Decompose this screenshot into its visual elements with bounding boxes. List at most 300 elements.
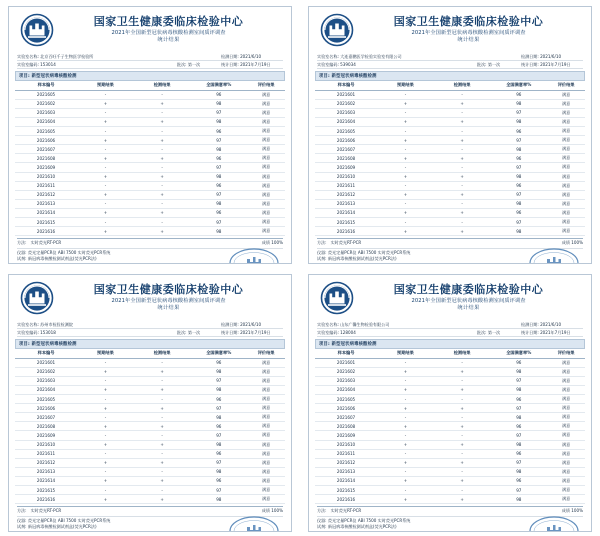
cell-rate: 98: [190, 145, 247, 154]
instrument-value: 荧光定量PCR仪 ABI 7500 实时荧光PCR系统: [27, 517, 111, 523]
method-label: 方法:: [17, 508, 27, 514]
cell-sample-id: 2021606: [15, 136, 77, 145]
cell-sample-id: 2021613: [15, 199, 77, 208]
table-row: [15, 181, 285, 190]
table-row: [315, 172, 585, 181]
cell-eval: 满意: [547, 199, 585, 208]
cell-sample-id: 2021615: [15, 485, 77, 494]
cell-expected: +: [77, 99, 134, 108]
cell-eval: 满意: [247, 90, 285, 99]
cell-rate: 98: [490, 467, 547, 476]
table-row: [315, 217, 585, 226]
table-row: [15, 431, 285, 440]
cell-eval: 满意: [247, 431, 285, 440]
cell-sample-id: 2021614: [315, 208, 377, 217]
cell-eval: 满意: [547, 227, 585, 236]
cell-rate: 98: [190, 99, 247, 108]
cell-expected: -: [77, 467, 134, 476]
official-stamp-area: [521, 250, 583, 264]
col-rate: 全国满意率%: [190, 349, 247, 358]
col-eval: 评价结果: [247, 81, 285, 90]
lab-code-field: [317, 330, 477, 336]
cell-eval: 满意: [247, 367, 285, 376]
certificate-cell-1: [0, 0, 300, 268]
cell-result: +: [434, 422, 491, 431]
instrument-label: 仪器:: [317, 517, 327, 523]
cell-expected: +: [77, 367, 134, 376]
org-title: 国家卫生健康委临床检验中心: [393, 283, 544, 297]
cell-result: +: [134, 190, 191, 199]
cell-sample-id: 2021608: [15, 422, 77, 431]
cell-expected: +: [77, 190, 134, 199]
cell-result: +: [434, 367, 491, 376]
cell-expected: -: [377, 395, 434, 404]
lab-code-value: 153018: [40, 329, 56, 335]
table-row: [15, 440, 285, 449]
cell-eval: 满意: [547, 136, 585, 145]
cell-result: -: [434, 485, 491, 494]
cell-expected: -: [377, 467, 434, 476]
cell-result: +: [134, 367, 191, 376]
cell-expected: -: [377, 358, 434, 367]
reagent-label: 试剂:: [17, 256, 27, 262]
lab-code-field: [317, 62, 477, 68]
cell-rate: 96: [490, 127, 547, 136]
cell-rate: 96: [490, 449, 547, 458]
cell-eval: 满意: [247, 117, 285, 126]
cell-sample-id: 2021605: [15, 127, 77, 136]
cell-eval: 满意: [547, 172, 585, 181]
cell-expected: -: [77, 395, 134, 404]
table-row: [15, 404, 285, 413]
results-table-body: [315, 90, 585, 236]
lab-info-row-2: [17, 329, 283, 337]
test-date-value: 2021/6/10: [540, 321, 562, 327]
cell-expected: +: [77, 385, 134, 394]
cell-expected: -: [77, 217, 134, 226]
table-row: [15, 145, 285, 154]
cell-sample-id: 2021605: [315, 127, 377, 136]
lab-info-row-2: [317, 61, 583, 69]
cell-rate: 96: [190, 358, 247, 367]
stat-date-field: [221, 330, 283, 336]
score-label: 成绩: [261, 508, 270, 514]
round-field: [477, 330, 521, 336]
lab-code-label: 实验室编码:: [317, 61, 339, 67]
lab-name-field: [317, 322, 521, 328]
official-stamp-icon: [527, 514, 581, 532]
table-row: [315, 422, 585, 431]
certificate-footer: [15, 506, 285, 532]
table-row: [15, 495, 285, 504]
instrument-value: 荧光定量PCR仪 ABI 7500 实时荧光PCR系统: [327, 517, 411, 523]
cell-sample-id: 2021616: [315, 227, 377, 236]
cell-result: -: [134, 108, 191, 117]
cell-sample-id: 2021616: [315, 495, 377, 504]
cell-eval: 满意: [247, 227, 285, 236]
cell-rate: 96: [190, 422, 247, 431]
cell-rate: 96: [490, 395, 547, 404]
cell-result: +: [134, 440, 191, 449]
test-date-label: 检测日期:: [221, 53, 239, 59]
cell-result: +: [134, 154, 191, 163]
cell-eval: 满意: [547, 431, 585, 440]
reagent-label: 试剂:: [17, 524, 27, 530]
table-row: [15, 136, 285, 145]
cell-result: -: [134, 431, 191, 440]
lab-code-label: 实验室编码:: [317, 329, 339, 335]
test-date-value: 2021/6/10: [240, 53, 262, 59]
cell-expected: -: [77, 108, 134, 117]
cell-result: +: [434, 476, 491, 485]
certificate-cell-3: [0, 268, 300, 536]
cell-eval: 满意: [247, 449, 285, 458]
round-label: 批次:: [477, 61, 487, 67]
cell-eval: 满意: [247, 199, 285, 208]
reagent-row: [317, 256, 521, 263]
cell-result: -: [434, 181, 491, 190]
cell-sample-id: 2021601: [315, 90, 377, 99]
cell-expected: +: [377, 208, 434, 217]
cell-expected: +: [77, 440, 134, 449]
cell-sample-id: 2021614: [15, 476, 77, 485]
cell-result: +: [134, 422, 191, 431]
cell-sample-id: 2021604: [315, 117, 377, 126]
cell-eval: 满意: [547, 458, 585, 467]
lab-code-field: [17, 62, 177, 68]
cell-rate: 98: [490, 117, 547, 126]
cell-sample-id: 2021605: [15, 90, 77, 99]
certificate-cell-2: [300, 0, 600, 268]
col-rate: 全国满意率%: [490, 81, 547, 90]
cell-sample-id: 2021606: [15, 404, 77, 413]
score-label: 成绩: [261, 240, 270, 246]
cell-result: +: [134, 495, 191, 504]
cell-sample-id: 2021614: [15, 208, 77, 217]
cell-expected: -: [377, 485, 434, 494]
cell-sample-id: 2021615: [315, 217, 377, 226]
cell-eval: 满意: [547, 476, 585, 485]
col-expected: 预期结果: [377, 81, 434, 90]
cell-eval: 满意: [547, 440, 585, 449]
table-row: [15, 458, 285, 467]
project-section-bar: 项目: 新型冠状病毒核酸检测: [15, 71, 285, 81]
cell-sample-id: 2021616: [15, 227, 77, 236]
results-table-head: [315, 81, 585, 90]
cell-expected: +: [77, 404, 134, 413]
test-date-label: 检测日期:: [521, 321, 539, 327]
col-result: 检测结果: [134, 81, 191, 90]
round-field: [477, 62, 521, 68]
stat-date-field: [221, 62, 283, 68]
reagent-value: 新冠病毒核酸检测试剂盒(荧光PCR法): [27, 524, 97, 530]
score-value: 100%: [271, 508, 283, 514]
cell-expected: +: [77, 208, 134, 217]
results-table-head: [15, 81, 285, 90]
col-rate: 全国满意率%: [490, 349, 547, 358]
table-row: [15, 117, 285, 126]
table-row: [15, 108, 285, 117]
table-row: [15, 163, 285, 172]
certificate-cert-4: [308, 274, 592, 532]
cell-expected: +: [77, 136, 134, 145]
col-expected: 预期结果: [77, 349, 134, 358]
cell-rate: 96: [490, 181, 547, 190]
cell-rate: 96: [490, 476, 547, 485]
cell-eval: 满意: [247, 376, 285, 385]
cell-expected: -: [377, 163, 434, 172]
stat-date-field: [521, 330, 583, 336]
cell-eval: 满意: [547, 154, 585, 163]
cell-rate: 98: [190, 199, 247, 208]
cell-eval: 满意: [247, 476, 285, 485]
stat-date-label: 统计日期:: [521, 329, 539, 335]
table-row: [315, 145, 585, 154]
col-eval: 评价结果: [247, 349, 285, 358]
cell-result: -: [134, 163, 191, 172]
cell-result: -: [434, 413, 491, 422]
stat-date-value: 2021年7月19日: [540, 61, 571, 67]
header-text-block: [60, 16, 283, 44]
table-row: [15, 476, 285, 485]
results-table: [315, 349, 585, 504]
cell-sample-id: 2021607: [315, 145, 377, 154]
cell-expected: -: [77, 127, 134, 136]
cell-result: +: [434, 227, 491, 236]
cell-sample-id: 2021613: [15, 467, 77, 476]
cell-rate: 97: [190, 458, 247, 467]
cell-expected: +: [377, 458, 434, 467]
table-row: [315, 467, 585, 476]
official-stamp-area: [221, 250, 283, 264]
cell-sample-id: 2021613: [315, 199, 377, 208]
cell-rate: 97: [190, 136, 247, 145]
cell-rate: 97: [490, 485, 547, 494]
cell-rate: 98: [490, 413, 547, 422]
cell-sample-id: 2021612: [315, 458, 377, 467]
cell-sample-id: 2021613: [315, 467, 377, 476]
cell-rate: 98: [190, 440, 247, 449]
col-sample-id: 样本编号: [15, 349, 77, 358]
results-table-body: [315, 358, 585, 504]
cell-result: +: [134, 99, 191, 108]
table-row: [15, 413, 285, 422]
cell-result: +: [434, 136, 491, 145]
cell-expected: -: [377, 217, 434, 226]
cell-result: +: [434, 458, 491, 467]
cell-sample-id: 2021615: [15, 217, 77, 226]
cell-eval: 满意: [547, 485, 585, 494]
cell-result: +: [434, 172, 491, 181]
official-stamp-icon: [227, 246, 281, 264]
cell-sample-id: 2021610: [15, 440, 77, 449]
method-value: 实时荧光RT-PCR: [30, 508, 62, 514]
cell-expected: -: [77, 449, 134, 458]
official-stamp-icon: [227, 514, 281, 532]
survey-subtitle-line2: 统计结果: [457, 36, 480, 43]
cell-expected: +: [77, 154, 134, 163]
cell-rate: 97: [490, 217, 547, 226]
test-date-value: 2021/6/10: [240, 321, 262, 327]
survey-subtitle-line2: 统计结果: [457, 304, 480, 311]
footer-note-block: [17, 248, 283, 264]
table-row: [315, 495, 585, 504]
cell-sample-id: 2021611: [15, 181, 77, 190]
cell-result: -: [434, 467, 491, 476]
cell-rate: 96: [490, 154, 547, 163]
reagent-value: 新冠病毒核酸检测试剂盒(荧光PCR法): [27, 256, 97, 262]
cell-sample-id: 2021611: [15, 449, 77, 458]
cell-eval: 满意: [547, 467, 585, 476]
results-table-body: [15, 90, 285, 236]
cell-expected: +: [377, 440, 434, 449]
cell-expected: -: [77, 90, 134, 99]
results-header-row: [15, 349, 285, 358]
table-row: [315, 431, 585, 440]
test-date-field: [521, 322, 583, 328]
instrument-value: 荧光定量PCR仪 ABI 7500 实时荧光PCR系统: [327, 249, 411, 255]
cell-eval: 满意: [247, 395, 285, 404]
cell-sample-id: 2021609: [15, 163, 77, 172]
cell-sample-id: 2021602: [315, 99, 377, 108]
results-header-row: [315, 81, 585, 90]
cell-rate: 98: [190, 367, 247, 376]
cell-rate: 98: [490, 385, 547, 394]
footer-note-lines: [17, 518, 221, 532]
cell-expected: +: [377, 227, 434, 236]
results-table-body: [15, 358, 285, 504]
lab-info-block: [315, 53, 585, 69]
table-row: [15, 449, 285, 458]
lab-name-label: 实验室名称:: [317, 321, 339, 327]
lab-name-value: 北京百旺千子生物医学检验所: [40, 53, 94, 59]
cell-rate: 97: [190, 485, 247, 494]
score-value: 100%: [571, 240, 583, 246]
cell-expected: -: [377, 108, 434, 117]
results-table-head: [15, 349, 285, 358]
reagent-value: 新冠病毒核酸检测试剂盒(荧光PCR法): [327, 256, 397, 262]
stat-date-value: 2021年7月19日: [540, 329, 571, 335]
test-date-label: 检测日期:: [521, 53, 539, 59]
table-row: [15, 385, 285, 394]
table-row: [315, 376, 585, 385]
cell-rate: 96: [490, 90, 547, 99]
cell-sample-id: 2021608: [315, 154, 377, 163]
lab-info-block: [15, 53, 285, 69]
cell-sample-id: 2021602: [315, 367, 377, 376]
cell-result: +: [434, 385, 491, 394]
cell-rate: 96: [190, 154, 247, 163]
table-row: [315, 99, 585, 108]
cell-rate: 98: [190, 117, 247, 126]
header-text-block: [360, 16, 583, 44]
method-value: 实时荧光RT-PCR: [330, 508, 362, 514]
stat-date-label: 统计日期:: [221, 61, 239, 67]
col-eval: 评价结果: [547, 81, 585, 90]
cell-result: +: [434, 495, 491, 504]
table-row: [15, 467, 285, 476]
table-row: [15, 358, 285, 367]
round-label: 批次:: [177, 61, 187, 67]
lab-info-row-1: [17, 53, 283, 61]
col-sample-id: 样本编号: [315, 349, 377, 358]
instrument-value: 荧光定量PCR仪 ABI 7500 实时荧光PCR系统: [27, 249, 111, 255]
cell-result: -: [134, 449, 191, 458]
cell-sample-id: 2021602: [15, 367, 77, 376]
certificate-header: [15, 11, 285, 50]
stat-date-value: 2021年7月19日: [240, 329, 271, 335]
cell-sample-id: 2021614: [315, 476, 377, 485]
cell-rate: 96: [490, 422, 547, 431]
stat-date-label: 统计日期:: [521, 61, 539, 67]
cell-rate: 97: [490, 136, 547, 145]
round-field: [177, 62, 221, 68]
method-label: 方法:: [317, 508, 327, 514]
cell-sample-id: 2021609: [315, 163, 377, 172]
cell-eval: 满意: [547, 385, 585, 394]
cell-rate: 98: [190, 467, 247, 476]
cell-expected: -: [377, 431, 434, 440]
cell-rate: 96: [190, 208, 247, 217]
cell-rate: 96: [490, 358, 547, 367]
project-section-bar: 项目: 新型冠状病毒核酸检测: [315, 339, 585, 349]
cell-rate: 97: [490, 108, 547, 117]
table-row: [315, 449, 585, 458]
org-title: 国家卫生健康委临床检验中心: [93, 283, 244, 297]
cell-eval: 满意: [547, 395, 585, 404]
round-label: 批次:: [177, 329, 187, 335]
project-section-bar: 项目: 新型冠状病毒核酸检测: [315, 71, 585, 81]
cell-rate: 98: [490, 145, 547, 154]
lab-name-label: 实验室名称:: [17, 53, 39, 59]
cell-result: +: [134, 117, 191, 126]
cell-expected: +: [377, 136, 434, 145]
cell-eval: 满意: [247, 495, 285, 504]
cell-sample-id: 2021607: [15, 145, 77, 154]
col-sample-id: 样本编号: [15, 81, 77, 90]
cell-eval: 满意: [547, 404, 585, 413]
cell-sample-id: 2021608: [315, 422, 377, 431]
cell-sample-id: 2021612: [15, 458, 77, 467]
footer-note-block: [317, 516, 583, 532]
cell-rate: 96: [190, 127, 247, 136]
reagent-row: [317, 524, 521, 531]
cell-expected: +: [377, 190, 434, 199]
header-text-block: [60, 284, 283, 312]
survey-subtitle: 2021年全国新型冠状病毒核酸检测室间质评调查: [111, 29, 226, 36]
cell-expected: +: [377, 117, 434, 126]
cell-rate: 97: [490, 163, 547, 172]
cell-expected: +: [377, 495, 434, 504]
cell-result: -: [434, 217, 491, 226]
cell-eval: 满意: [547, 90, 585, 99]
footer-note-lines: [17, 250, 221, 264]
cell-sample-id: 2021609: [15, 431, 77, 440]
stat-date-label: 统计日期:: [221, 329, 239, 335]
cell-rate: 98: [490, 440, 547, 449]
cell-result: +: [134, 385, 191, 394]
cell-eval: 满意: [247, 467, 285, 476]
cell-eval: 满意: [547, 181, 585, 190]
certificate-footer: [315, 238, 585, 264]
table-row: [15, 99, 285, 108]
cell-expected: -: [77, 199, 134, 208]
cell-eval: 满意: [247, 154, 285, 163]
cell-result: +: [134, 208, 191, 217]
col-result: 检测结果: [134, 349, 191, 358]
lab-info-block: [15, 321, 285, 337]
official-stamp-area: [221, 518, 283, 532]
